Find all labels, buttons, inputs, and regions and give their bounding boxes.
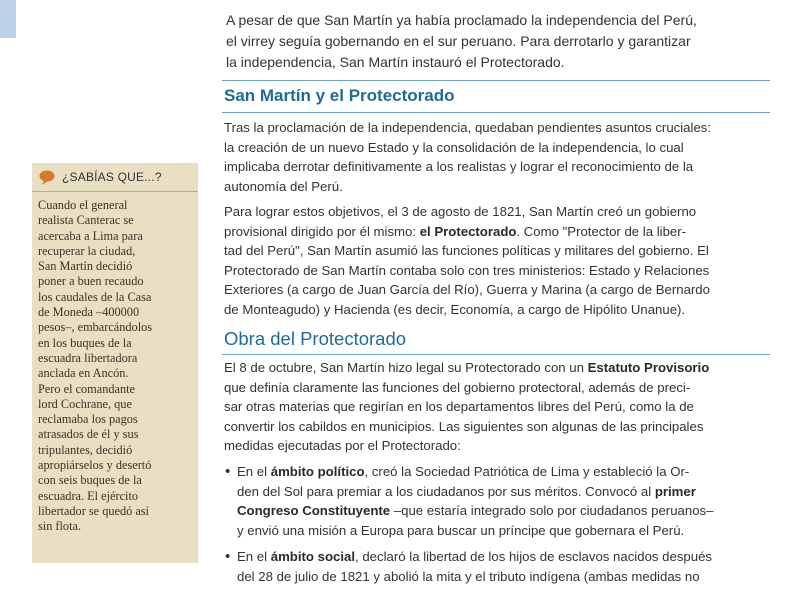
did-you-know-box [32,163,198,563]
text-line: anclada en Ancón. [38,366,129,381]
text-line: realista Canterac se [38,213,134,228]
text-line: apropiárselos y desertó [38,458,152,473]
text-line: de Monteagudo) y Hacienda (es decir, Economía, a cargo de Hipólito Unanue). [224,301,686,317]
text-line [237,501,767,521]
section1-paragraph-2-rest [224,241,764,319]
text-line: Protectorado de San Martín contaba solo con tres ministerios: Estado y Relaciones [224,262,710,278]
text-line: la independencia, San Martín instauró el Protectorado. [226,54,565,70]
text-run: den del Sol para premiar a los ciudadanos por sus méritos. Convocó al [237,483,655,499]
text-line: con seis buques de la [38,473,142,488]
bold-term: Estatuto Provisorio [587,360,710,375]
bold-term: primer [654,483,696,499]
text-line: A pesar de que San Martín ya había proclamado la independencia del Perú, [226,12,697,28]
text-line: recuperar la ciudad, [38,243,136,258]
did-you-know-title: ¿SABÍAS QUE...? [62,170,162,184]
bold-term: el Protectorado [419,223,517,239]
text-line: convertir los cabildos en municipios. Las siguientes son algunas de las principales [224,418,704,434]
text-line: escuadra libertadora [38,350,138,365]
section1-paragraph-2 [224,202,764,320]
text-line: Cuando el general [38,198,128,212]
section-heading-obra: Obra del Protectorado [224,328,407,349]
text-line: reclamaba los pagos [38,412,138,427]
did-you-know-text [32,192,198,535]
page-corner-mark [0,0,16,38]
section-heading-protectorado: San Martín y el Protectorado [224,86,455,105]
text-line: de Moneda –400000 [38,305,140,320]
text-line: sar otras materias que regirían en los departamentos libres del Perú, como la de [224,399,694,415]
bold-term: Congreso Constituyente [237,503,391,519]
text-line: Tras la proclamación de la independencia, quedaban pendientes asuntos cruciales: [224,120,712,135]
section2-paragraph [224,358,764,456]
text-run: –que estaría integrado solo por ciudadanos peruanos– [390,503,714,519]
text-line: Pero el comandante [38,381,135,396]
text-line: tad del Perú", San Martín asumió las funciones políticas y militares del gobierno. El [224,243,709,259]
text-line: atrasados de él y sus [38,427,139,442]
text-line: implicaba derrotar definitivamente a los realistas y lograr el reconocimiento de la [224,159,694,175]
text-line: medidas ejecutadas por el Protectorado: [224,438,461,454]
text-line [237,462,767,482]
text-run: En el [237,464,271,479]
text-line: pesos–, embarcándolos [38,320,153,335]
section2-paragraph-rest [224,378,764,456]
text-line: San Martín decidió [38,259,133,274]
bullet-social [224,547,767,586]
text-line: tripulantes, decidió [38,442,133,457]
intro-paragraph [226,10,697,73]
text-line: del 28 de julio de 1821 y abolió la mita y el tributo indígena (ambas medidas no [237,568,700,584]
text-line: la creación de un nuevo Estado y la consolidación de la independencia, lo cual [224,139,684,155]
text-line: autonomía del Perú. [224,178,343,194]
text-run: provisional dirigido por él mismo: [224,223,420,239]
text-line: Para lograr estos objetivos, el 3 de agosto de 1821, San Martín creó un gobierno [224,204,697,219]
text-run: El 8 de octubre, San Martín hizo legal su Protectorado con un [224,360,588,375]
bullet-dot: • [225,548,231,565]
heading-rule-bottom [222,112,770,113]
text-line [237,482,767,502]
text-line: en los buques de la [38,335,132,350]
text-line [224,358,764,378]
text-line: poner a buen recaudo [38,274,144,289]
bold-term: ámbito político [270,464,365,479]
text-line: acercaba a Lima para [38,228,143,243]
text-line: libertador se quedó así [38,503,149,518]
bullet-political [224,462,767,540]
bold-term: ámbito social [270,549,356,564]
text-line: y envió una misión a Europa para buscar un príncipe que gobernara el Perú. [237,522,685,538]
text-line: los caudales de la Casa [38,289,152,304]
text-line: sin flota. [38,519,82,534]
text-run: , declaró la libertad de los hijos de esclavos nacidos después [355,549,713,564]
text-line: escuadra. El ejército [38,488,139,503]
text-line: lord Cochrane, que [38,396,132,411]
section1-paragraph-1 [224,118,764,196]
text-run: En el [237,549,271,564]
text-line: Exteriores (a cargo de Juan García del Río), Guerra y Marina (a cargo de Bernardo [224,282,710,298]
heading-rule-obra [222,354,770,355]
heading-rule-top [222,80,770,81]
text-line: el virrey seguía gobernando en el sur peruano. Para derrotarlo y garantizar [226,33,691,49]
did-you-know-header [32,163,198,192]
speech-bubble-icon [38,168,56,186]
text-run: . Como "Protector de la liber- [516,223,687,239]
text-run: , creó la Sociedad Patriótica de Lima y estableció la Or- [364,464,690,479]
bullet-dot: • [225,463,231,480]
text-line [224,222,764,242]
text-line [237,547,767,567]
text-line: que definía claramente las funciones del gobierno protectoral, además de preci- [224,379,691,395]
